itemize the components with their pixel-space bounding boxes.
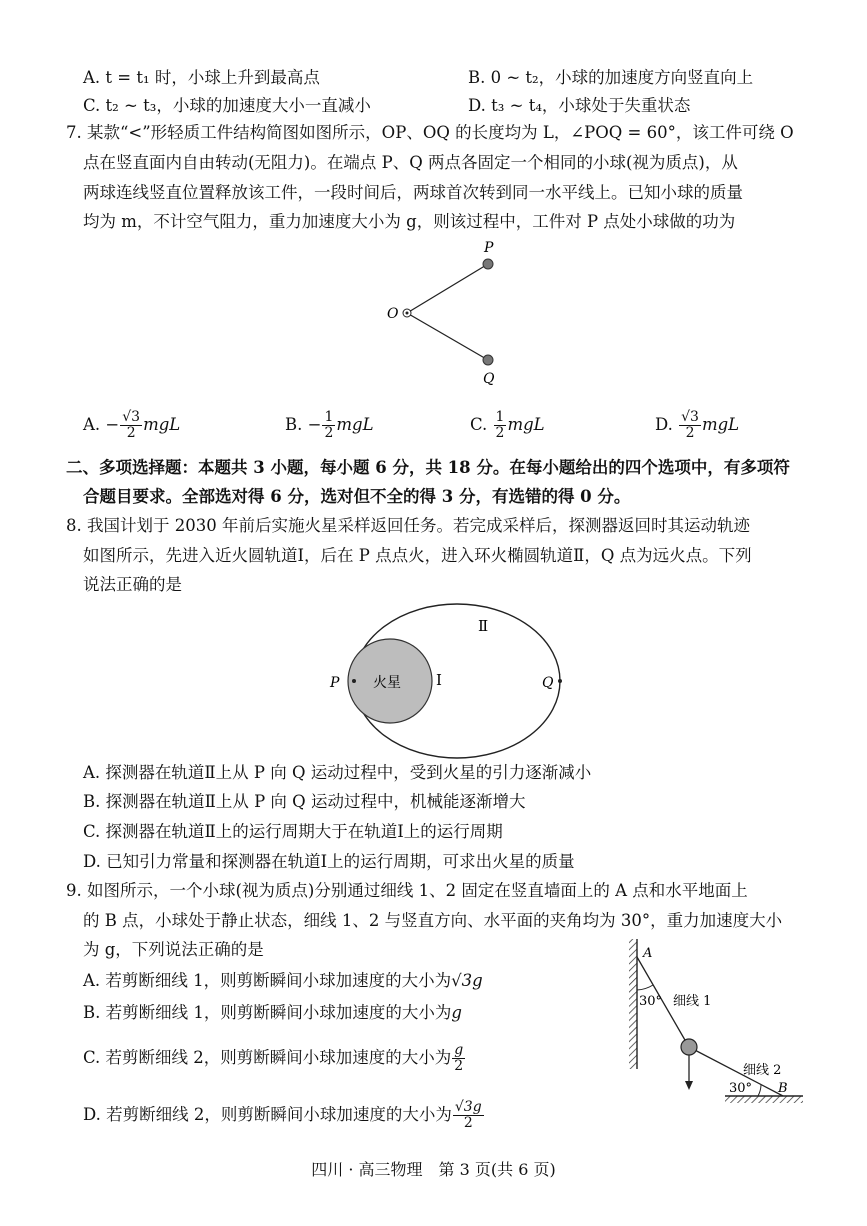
q8-option-b: B. 探测器在轨道Ⅱ上从 P 向 Q 运动过程中，机械能逐渐增大	[83, 792, 526, 811]
q9-stem-line-3: 为 g，下列说法正确的是	[83, 940, 264, 959]
q8-stem-line-3: 说法正确的是	[83, 575, 182, 594]
q7-label-p: P	[484, 240, 494, 256]
q8-option-c: C. 探测器在轨道Ⅱ上的运行周期大于在轨道Ⅰ上的运行周期	[83, 822, 503, 841]
q6-option-d: D. t₃ ~ t₄，小球处于失重状态	[468, 96, 691, 115]
q9-label-b: B	[778, 1081, 788, 1096]
page-footer: 四川 · 高三物理 第 3 页(共 6 页)	[311, 1160, 556, 1179]
q7-option-c: C. $\frac{1}{2}$ mgL	[470, 409, 545, 441]
q8-stem-line-2: 如图所示，先进入近火圆轨道Ⅰ，后在 P 点点火，进入环火椭圆轨道Ⅱ，Q 点为远火点。下列	[83, 546, 752, 565]
q6-option-c: C. t₂ ~ t₃，小球的加速度大小一直减小	[83, 96, 371, 115]
q9-angle-1: 30°	[639, 994, 663, 1009]
q9-option-d: D. 若剪断细线 2，则剪断瞬间小球加速度的大小为 $\frac{√3g}{2}$	[83, 1099, 482, 1131]
q8-label-orbit1: Ⅰ	[436, 671, 442, 689]
q7-option-b: B. − $\frac{1}{2}$ mgL	[285, 409, 374, 441]
q8-orbit-figure	[320, 597, 565, 762]
q8-option-d: D. 已知引力常量和探测器在轨道Ⅰ上的运行周期，可求出火星的质量	[83, 852, 575, 871]
q9-angle-2: 30°	[729, 1081, 753, 1096]
q7-stem-line-4: 均为 m，不计空气阻力，重力加速度大小为 g，则该过程中，工件对 P 点处小球做的功为	[83, 212, 736, 231]
q6-option-a: A. t = t₁ 时，小球上升到最高点	[83, 68, 320, 87]
q8-label-p: P	[330, 675, 340, 691]
q8-label-mars: 火星	[373, 675, 401, 691]
q7-option-d: D. $\frac{√3}{2}$ mgL	[655, 409, 740, 441]
section2-line-1: 二、多项选择题：本题共 3 小题，每小题 6 分，共 18 分。在每小题给出的四个选项中，有多项符	[66, 458, 790, 477]
q7-label-q: Q	[483, 371, 495, 387]
q9-stem-line-1: 9. 如图所示，一个小球(视为质点)分别通过细线 1、2 固定在竖直墙面上的 A 点和水平地面上	[66, 881, 748, 900]
section2-line-2: 合题目要求。全部选对得 6 分，选对但不全的得 3 分，有选错的得 0 分。	[83, 487, 631, 506]
q7-option-a: A. − $\frac{√3}{2}$ mgL	[83, 409, 181, 441]
q7-stem-line-1: 7. 某款“<”形轻质工件结构简图如图所示，OP、OQ 的长度均为 L，∠POQ = 60°，该工件可绕 O	[66, 123, 794, 142]
q8-label-q: Q	[542, 675, 554, 691]
q6-option-b: B. 0 ~ t₂，小球的加速度方向竖直向上	[468, 68, 754, 87]
q9-option-b: B. 若剪断细线 1，则剪断瞬间小球加速度的大小为g	[83, 1003, 462, 1022]
q8-label-orbit2: Ⅱ	[478, 617, 489, 635]
q9-label-a: A	[643, 946, 653, 961]
q9-option-a: A. 若剪断细线 1，则剪断瞬间小球加速度的大小为√3g	[83, 971, 483, 990]
q8-stem-line-1: 8. 我国计划于 2030 年前后实施火星采样返回任务。若完成采样后，探测器返回时其运动轨迹	[66, 516, 750, 535]
q7-stem-line-2: 点在竖直面内自由转动(无阻力)。在端点 P、Q 两点各固定一个相同的小球(视为质点)，从	[83, 153, 738, 172]
q7-stem-line-3: 两球连线竖直位置释放该工件，一段时间后，两球首次转到同一水平线上。已知小球的质量	[83, 183, 743, 202]
q8-option-a: A. 探测器在轨道Ⅱ上从 P 向 Q 运动过程中，受到火星的引力逐渐减小	[83, 763, 592, 782]
q9-line-1-label: 细线 1	[673, 994, 712, 1009]
q7-figure	[380, 238, 510, 388]
q9-figure	[615, 935, 815, 1110]
q9-line-2-label: 细线 2	[743, 1063, 782, 1078]
q7-label-o: O	[387, 306, 399, 322]
q9-option-c: C. 若剪断细线 2，则剪断瞬间小球加速度的大小为 $\frac{g}{2}$	[83, 1042, 464, 1074]
q9-stem-line-2: 的 B 点，小球处于静止状态，细线 1、2 与竖直方向、水平面的夹角均为 30°，重力加速度大小	[83, 911, 783, 930]
